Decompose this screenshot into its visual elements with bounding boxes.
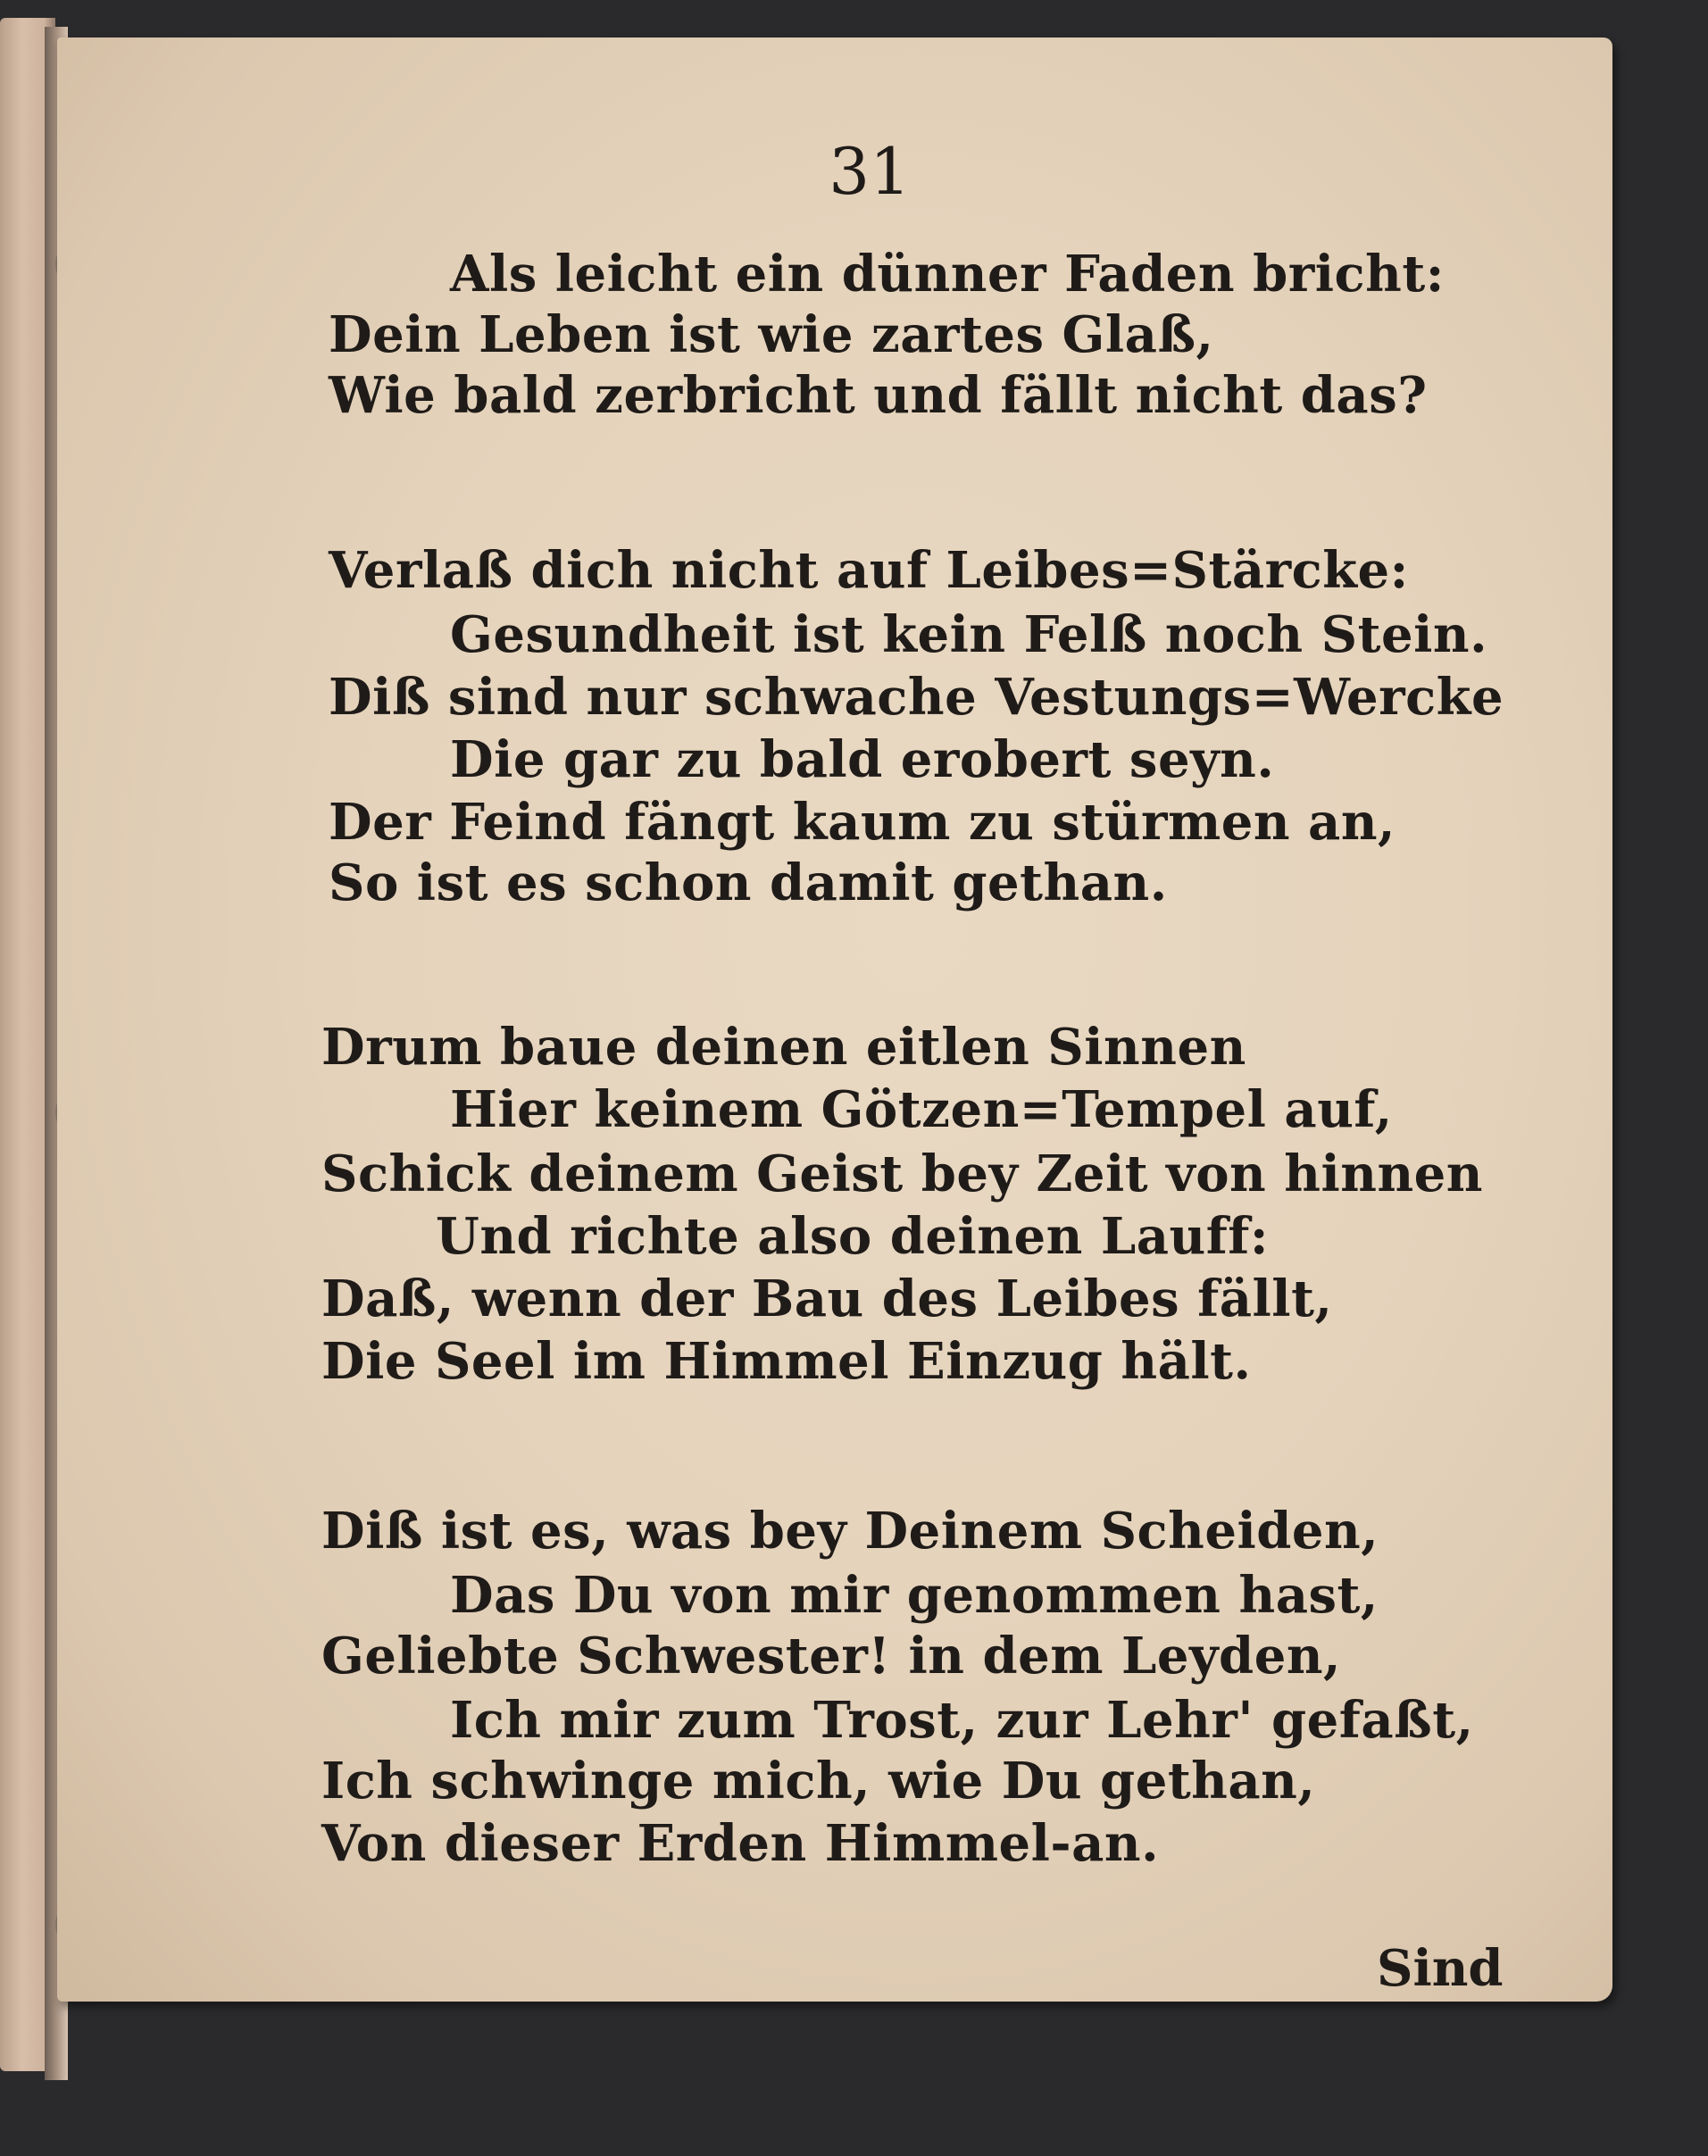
verse-line: Und richte also deinen Lauff:	[436, 1207, 1270, 1266]
verse-line: Schick deinem Geist bey Zeit von hinnen	[321, 1145, 1484, 1203]
verse-line: Dein Leben ist wie zartes Glaß,	[329, 305, 1214, 364]
verse-line: Wie bald zerbricht und fällt nicht das?	[329, 366, 1428, 425]
verse-line: Ich mir zum Trost, zur Lehr' gefaßt,	[450, 1691, 1474, 1750]
verse-line: Daß, wenn der Bau des Leibes fällt,	[321, 1269, 1333, 1328]
verse-line: Drum baue deinen eitlen Sinnen	[321, 1018, 1246, 1077]
verse-line: Der Feind fängt kaum zu stürmen an,	[329, 793, 1396, 852]
verse-line: Die gar zu bald erobert seyn.	[450, 730, 1275, 789]
verse-line: Die Seel im Himmel Einzug hält.	[321, 1332, 1252, 1391]
catchword: Sind	[1377, 1939, 1504, 1998]
verse-line: Von dieser Erden Himmel-an.	[321, 1814, 1160, 1873]
verse-line: Diß ist es, was bey Deinem Scheiden,	[321, 1502, 1379, 1561]
verse-line: Das Du von mir genommen hast,	[450, 1566, 1379, 1625]
verse-line: Ich schwinge mich, wie Du gethan,	[321, 1752, 1316, 1811]
verse-line: Als leicht ein dünner Faden bricht:	[450, 245, 1445, 304]
verse-line: Diß sind nur schwache Vestungs=Wercke	[329, 668, 1504, 727]
verse-line: So ist es schon damit gethan.	[329, 853, 1168, 912]
book-page	[57, 37, 1612, 2002]
verse-line: Hier keinem Götzen=Tempel auf,	[450, 1080, 1393, 1139]
page-number: 31	[829, 134, 911, 209]
verse-line: Geliebte Schwester! in dem Leyden,	[321, 1627, 1342, 1686]
verse-line: Gesundheit ist kein Felß noch Stein.	[450, 605, 1488, 664]
verse-line: Verlaß dich nicht auf Leibes=Stärcke:	[329, 541, 1409, 600]
